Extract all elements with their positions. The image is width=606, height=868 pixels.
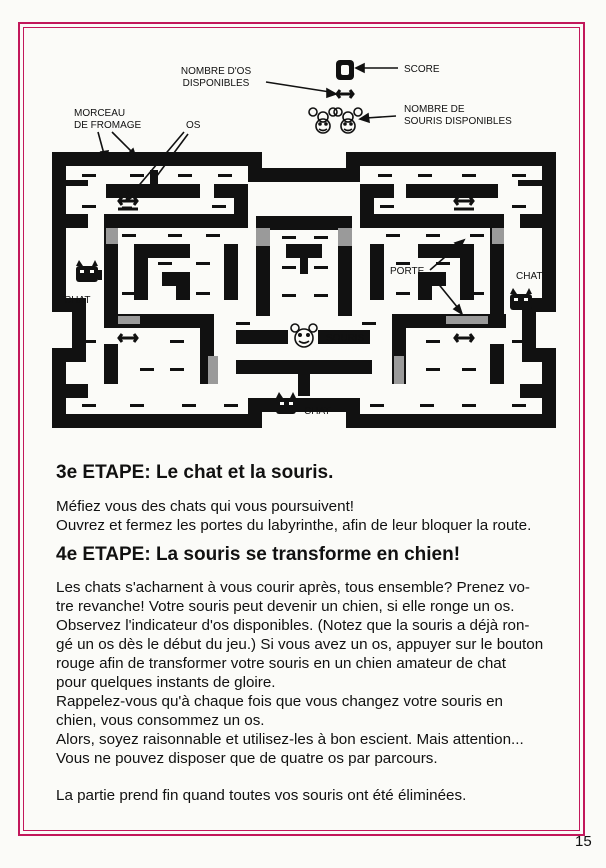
mouse-face-icon <box>309 108 337 133</box>
section4-line-10: Vous ne pouvez disposer que de quatre os par parcours. <box>56 750 438 767</box>
section4-line-4: gé un os dès le début du jeu.) Si vous avez un os, appuyer sur le bouton <box>56 636 544 653</box>
label-bones-available-2: DISPONIBLES <box>182 78 250 89</box>
section4-line-2: tre revanche! Votre souris peut devenir un chien, si elle ronge un os. <box>56 598 515 615</box>
bone-counter-icon <box>337 90 353 98</box>
score-counter <box>336 60 354 80</box>
section4-line-9: Alors, soyez raisonnable et utilisez-les à bon escient. Mais attention... <box>56 731 524 748</box>
section3-line-2: Ouvrez et fermez les portes du labyrinthe, afin de leur bloquer la route. <box>56 517 532 534</box>
section4-line-8: chien, vous consommez un os. <box>56 712 265 729</box>
label-mice-available-1: NOMBRE DE <box>404 104 465 115</box>
section4-final-line: La partie prend fin quand toutes vos souris ont été éliminées. <box>56 787 467 804</box>
label-cat-left: CHAT <box>64 295 91 306</box>
section4-line-6: pour quelques instants de gloire. <box>56 674 276 691</box>
label-mouse: SOURIS <box>326 333 365 344</box>
page-number: 15 <box>575 833 592 850</box>
label-cat-right: CHAT <box>516 271 543 282</box>
label-bone: OS <box>186 120 201 131</box>
section4-line-7: Rappelez-vous qu'à chaque fois que vous changez votre souris en <box>56 693 503 710</box>
label-cheese-2: DE FROMAGE <box>74 120 142 131</box>
section3-heading: 3e ETAPE: Le chat et la souris. <box>56 462 334 483</box>
label-cheese-1: MORCEAU <box>74 108 126 119</box>
section4-heading: 4e ETAPE: La souris se transforme en chien! <box>56 544 461 565</box>
label-score: SCORE <box>404 64 440 75</box>
section3-line-1: Méfiez vous des chats qui vous poursuivent! <box>56 498 355 515</box>
label-cat-bottom: CHAT <box>304 406 331 417</box>
mouse-face-icon <box>334 108 362 133</box>
label-bones-available-1: NOMBRE D'OS <box>180 66 252 77</box>
label-mice-available-2: SOURIS DISPONIBLES <box>404 116 512 127</box>
section4-line-3: Observez l'indicateur d'os disponibles. (Notez que la souris a déjà ron- <box>56 617 530 634</box>
section4-line-5: rouge afin de transformer votre souris en un chien amateur de chat <box>56 655 506 672</box>
label-door: PORTE <box>390 266 425 277</box>
section4-line-1: Les chats s'acharnent à vous courir après, tous ensemble? Prenez vo- <box>56 579 530 596</box>
